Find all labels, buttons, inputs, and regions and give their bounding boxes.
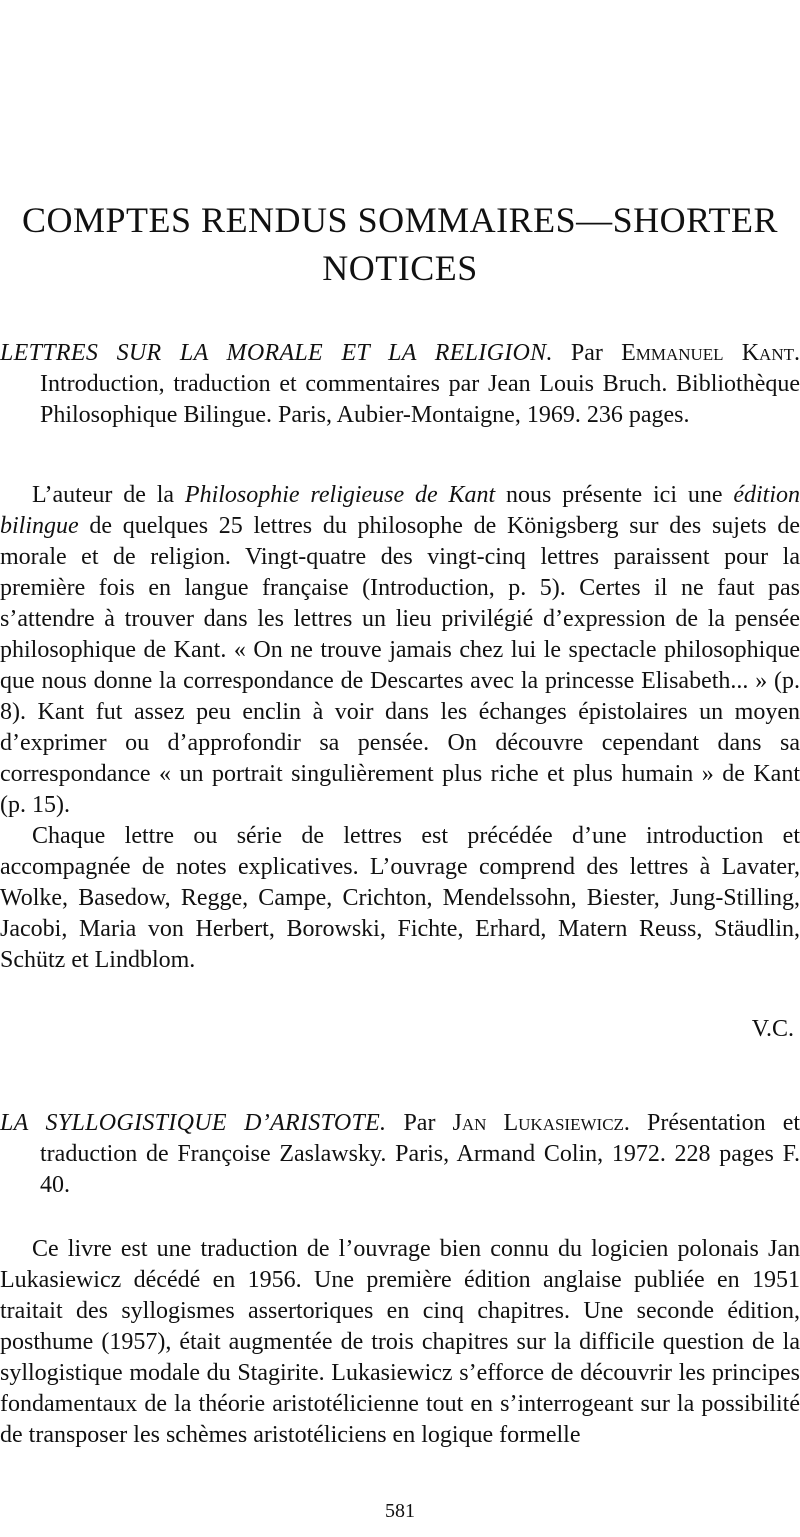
review-2-body: [0, 1234, 800, 1451]
review-1-body: [0, 480, 800, 976]
review-1-details: Introduction, traduction et commentaires par Jean Louis Bruch. Bibliothèque Philosophique Bilingue. Paris, Aubier-Montaigne, 1969. 236 pages.: [40, 371, 800, 428]
cited-title: Philosophie religieuse de Kant: [184, 482, 496, 508]
review-1-by: Par: [570, 340, 603, 366]
edition-term: édition bilingue: [0, 482, 800, 539]
review-2-heading: [0, 1108, 800, 1201]
review-2-author: Jan Lukasiewicz.: [452, 1110, 630, 1136]
section-title-line-2: NOTICES: [322, 248, 478, 288]
review-1-heading: [0, 338, 800, 431]
review-2-by: Par: [403, 1110, 436, 1136]
review-1-author: Emmanuel Kant.: [621, 340, 800, 366]
page-number: 581: [385, 1500, 415, 1522]
review-1-paragraph-1: L’auteur de la Philosophie religieuse de Kant nous présente ici une édition bilingue de quelques 25 lettres du philosophe de Königsberg sur des sujets de morale et de religion. Vingt-quatre des vingt-cinq lettres paraissent pour la première fois en langue française (Introduction, p. 5). Certes il ne faut pas s’attendre à trouver dans les lettres un lieu privilégié d’expression de la pensée philosophique de Kant. « On ne trouve jamais chez lui le spectacle philosophique que nous donne la correspondance de Descartes avec la princesse Elisabeth... » (p. 8). Kant fut assez peu enclin à voir dans les échanges épistolaires un moyen d’exprimer ou d’approfondir sa pensée. On découvre cependant dans sa correspondance « un portrait singulièrement plus riche et plus humain » de Kant (p. 15).: [0, 482, 800, 818]
review-2-book-title: LA SYLLOGISTIQUE D’ARISTOTE.: [0, 1110, 387, 1136]
section-title-line-1: COMPTES RENDUS SOMMAIRES—SHORTER: [22, 200, 778, 240]
review-1-book-title: LETTRES SUR LA MORALE ET LA RELIGION.: [0, 340, 553, 366]
review-1-paragraph-2: Chaque lettre ou série de lettres est précédée d’une introduction et accompagnée de notes explicatives. L’ouvrage comprend des lettres à Lavater, Wolke, Basedow, Regge, Campe, Crichton, Mendelssohn, Biester, Jung-Stilling, Jacobi, Maria von Herbert, Borowski, Fichte, Erhard, Matern Reuss, Stäudlin, Schütz et Lindblom.: [0, 823, 800, 973]
review-2-paragraph-1: Ce livre est une traduction de l’ouvrage bien connu du logicien polonais Jan Lukasiewicz décédé en 1956. Une première édition anglaise publiée en 1951 traitait des syllogismes assertoriques en cinq chapitres. Une seconde édition, posthume (1957), était augmentée de trois chapitres sur la difficile question de la syllogistique modale du Stagirite. Lukasiewicz s’efforce de découvrir les principes fondamentaux de la théorie aristotélicienne tout en s’interrogeant sur la possibilité de transposer les schèmes aristotéliciens en logique formelle: [0, 1236, 800, 1448]
section-title: [0, 196, 800, 292]
review-1-signature: V.C.: [751, 1016, 794, 1042]
review-2-details: Présentation et traduction de Françoise Zaslawsky. Paris, Armand Colin, 1972. 228 pages F. 40.: [40, 1110, 800, 1198]
